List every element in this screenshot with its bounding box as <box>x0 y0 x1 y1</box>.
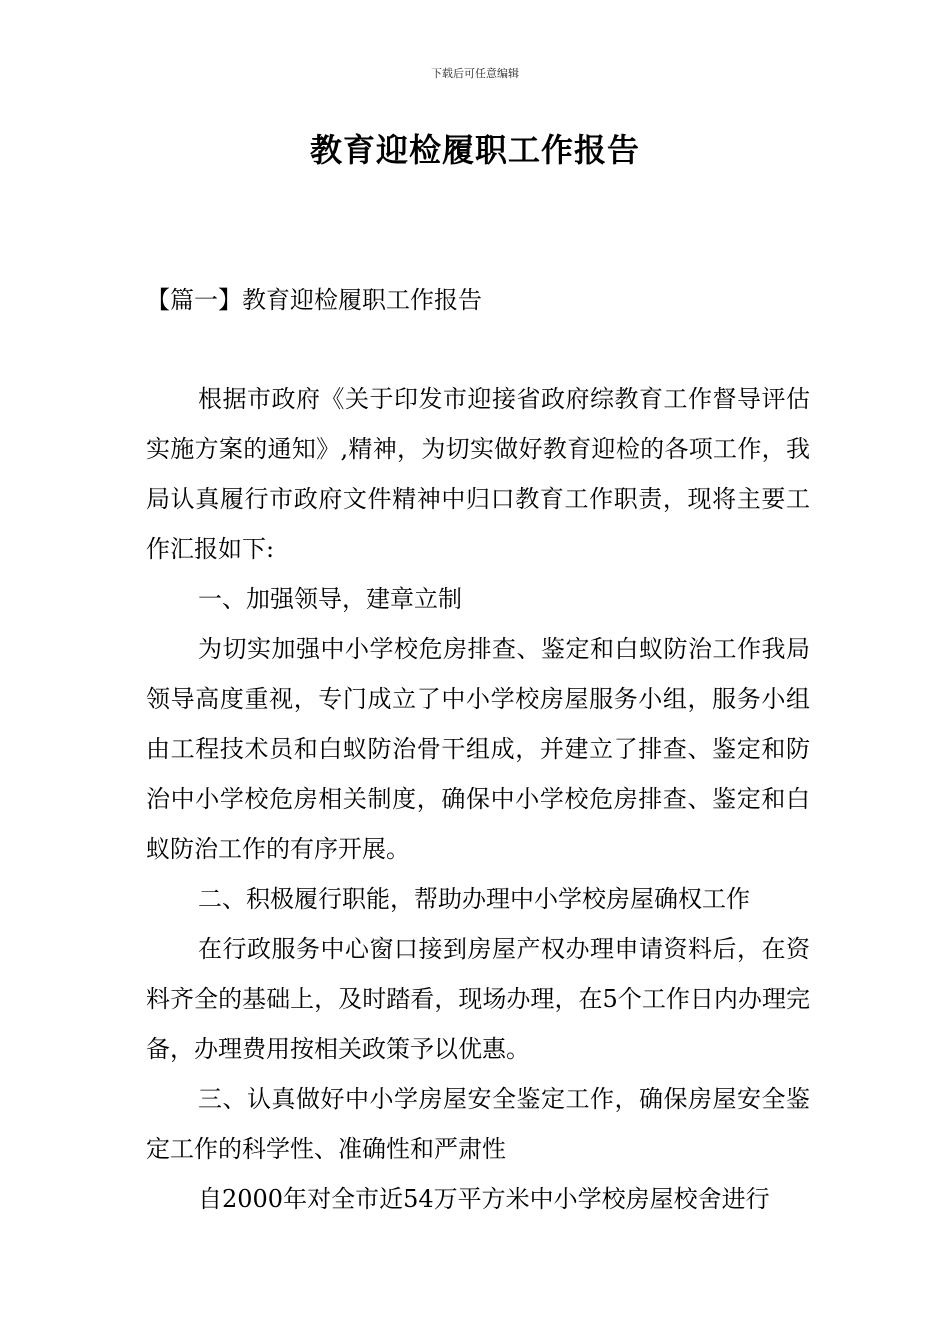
subheading-property-rights: 二、积极履行职能，帮助办理中小学校房屋确权工作 <box>198 885 750 913</box>
document-title: 教育迎检履职工作报告 <box>309 131 640 169</box>
paragraph-property-rights: 在行政服务中心窗口接到房屋产权办理申请资料后，在资料齐全的基础上，及时踏看，现场办理，在5个工作日内办理完备，办理费用按相关政策予以优惠。 <box>146 935 810 1063</box>
paragraph-intro: 根据市政府《关于印发市迎接省政府综教育工作督导评估实施方案的通知》,精神，为切实做好教育迎检的各项工作，我局认真履行市政府文件精神中归口教育工作职责，现将主要工作汇报如下: <box>146 385 810 563</box>
subheading-leadership: 一、加强领导，建章立制 <box>198 585 462 613</box>
section-heading: 【篇一】教育迎检履职工作报告 <box>146 286 482 314</box>
subheading-safety-appraisal: 三、认真做好中小学房屋安全鉴定工作，确保房屋安全鉴定工作的科学性、准确性和严肃性 <box>146 1085 810 1163</box>
paragraph-safety-appraisal: 自2000年对全市近54万平方米中小学校房屋校舍进行 <box>198 1185 770 1213</box>
body-text <box>146 374 810 1224</box>
paragraph-leadership: 为切实加强中小学校危房排查、鉴定和白蚁防治工作我局领导高度重视，专门成立了中小学校房屋服务小组，服务小组由工程技术员和白蚁防治骨干组成，并建立了排查、鉴定和防治中小学校危房相关制度，确保中小学校危房排查、鉴定和白蚁防治工作的有序开展。 <box>146 635 810 863</box>
header-note: 下载后可任意编辑 <box>431 67 519 80</box>
